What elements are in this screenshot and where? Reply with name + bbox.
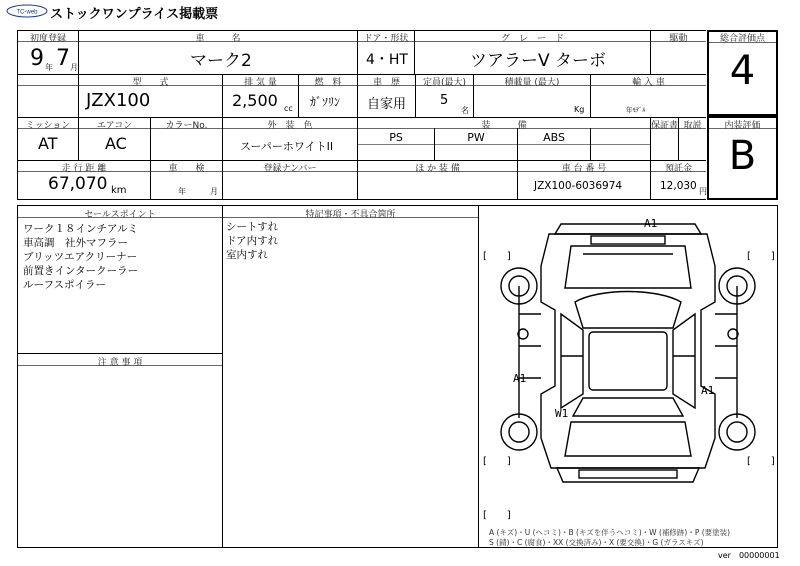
page-title: ストックワンプライス掲載票 xyxy=(50,7,219,22)
damage-mark: W1 xyxy=(555,407,569,420)
caution-label: 注 意 事 項 xyxy=(97,358,143,368)
manual-label: 取説 xyxy=(683,121,702,131)
notes-list xyxy=(226,220,278,262)
sales-points-label: セールスポイント xyxy=(84,210,156,220)
first-reg-month: 7 xyxy=(56,46,70,71)
interior-rating: B xyxy=(728,133,757,179)
history-label: 車 歴 xyxy=(372,78,400,88)
list-item: ドア内すれ xyxy=(226,235,279,247)
mission-label: ミッション xyxy=(25,121,71,131)
aircon-label: エアコン xyxy=(96,121,133,131)
grade-label: グ レ ー ド xyxy=(500,34,564,44)
logo-text: TC-web xyxy=(16,9,38,16)
fuel-label: 燃 料 xyxy=(314,78,342,88)
car-name-label: 車 名 xyxy=(195,34,241,44)
interior-label: 内装評価 xyxy=(724,121,761,131)
damage-mark: A1 xyxy=(513,372,527,385)
list-item: 車高調 社外マフラー xyxy=(23,237,128,249)
first-reg-label: 初度登録 xyxy=(29,34,66,44)
fuel: ｶﾞｿﾘﾝ xyxy=(310,95,341,109)
model-code: JZX100 xyxy=(86,90,151,111)
list-item: シートすれ xyxy=(226,221,279,233)
plate-label: 登録ナンバー xyxy=(263,164,317,174)
bracket: [ ] xyxy=(483,456,511,467)
bracket: [ ] xyxy=(483,251,511,262)
overall-rating: 4 xyxy=(729,48,756,94)
equipment-pw: PW xyxy=(467,131,485,144)
mileage: 67,070 xyxy=(48,174,108,194)
mileage-label: 走 行 距 離 xyxy=(61,164,107,174)
history: 自家用 xyxy=(367,97,407,112)
door-type: 4・HT xyxy=(366,52,408,68)
mission: AT xyxy=(38,134,58,153)
tc-web-logo xyxy=(6,4,48,18)
yen-unit: 円 xyxy=(699,187,707,196)
load-unit: Kg xyxy=(574,105,585,114)
load-label: 積載量 (最大) xyxy=(504,78,560,88)
version-label: ver 00000001 xyxy=(718,551,780,560)
legend-line-2: S (錆)・C (腐食)・XX (交換済み)・X (要交換)・G (ガラスキズ) xyxy=(489,538,704,547)
bracket: [ ] xyxy=(747,456,775,467)
warranty-label: 保証書 xyxy=(651,121,679,131)
inspection-month-unit: 月 xyxy=(210,187,218,196)
capacity: 5 xyxy=(440,93,449,108)
import-label: 輸 入 車 xyxy=(632,78,665,88)
list-item: ワーク１８インチアルミ xyxy=(23,223,139,235)
drive-label: 駆動 xyxy=(669,34,688,44)
displacement: 2,500 xyxy=(232,91,278,110)
door-label: ドア・形状 xyxy=(363,34,409,44)
color-no-label: カラーNo. xyxy=(165,121,208,131)
bracket: [ ] xyxy=(483,510,511,521)
cc-unit: cc xyxy=(284,104,293,113)
legend-line-1: A (キズ)・U (ヘコミ)・B (キズを伴うヘコミ)・W (補修跡)・P (要塗装) xyxy=(489,528,731,537)
deposit: 12,030 xyxy=(660,180,697,192)
exterior-color-label: 外 装 色 xyxy=(267,121,313,131)
capacity-label: 定員(最大) xyxy=(422,78,467,88)
equipment-label: 装 備 xyxy=(481,121,527,131)
inspection-label: 車 検 xyxy=(168,164,205,174)
other-equipment-label: ほ か 装 備 xyxy=(415,164,460,174)
car-damage-diagram xyxy=(479,206,777,526)
vin-label: 車 台 番 号 xyxy=(561,164,607,174)
model-label: 型 式 xyxy=(132,78,169,88)
inspection-year-unit: 年 xyxy=(178,187,186,196)
equipment-abs: ABS xyxy=(543,131,565,144)
damage-mark: A1 xyxy=(701,384,715,397)
exterior-color: スーパーホワイトII xyxy=(240,140,334,153)
grade: ツアラーV ターボ xyxy=(470,51,607,71)
notes-label: 特記事項・不具合箇所 xyxy=(305,210,396,220)
km-unit: km xyxy=(111,185,127,196)
first-reg-year: 9 xyxy=(30,46,44,71)
overall-label: 総合評価点 xyxy=(719,34,765,44)
month-unit: 月 xyxy=(70,63,78,72)
vin: JZX100-6036974 xyxy=(534,180,623,192)
sales-points-list xyxy=(23,222,138,292)
list-item: 室内すれ xyxy=(226,249,268,261)
list-item: ルーフスポイラー xyxy=(23,279,107,291)
model-year-unit: 年ﾓﾃﾞﾙ xyxy=(626,106,646,114)
displacement-label: 排 気 量 xyxy=(244,78,277,88)
aircon: AC xyxy=(105,134,127,153)
list-item: ブリッツエアクリーナー xyxy=(23,251,138,263)
capacity-unit: 名 xyxy=(461,106,469,115)
bracket: [ ] xyxy=(747,251,775,262)
car-name: マーク2 xyxy=(190,51,252,71)
year-unit: 年 xyxy=(45,63,53,72)
list-item: 前置きインタークーラー xyxy=(23,265,139,277)
equipment-ps: PS xyxy=(389,131,403,144)
deposit-label: 預託金 xyxy=(664,164,692,174)
damage-mark: A1 xyxy=(644,217,658,230)
